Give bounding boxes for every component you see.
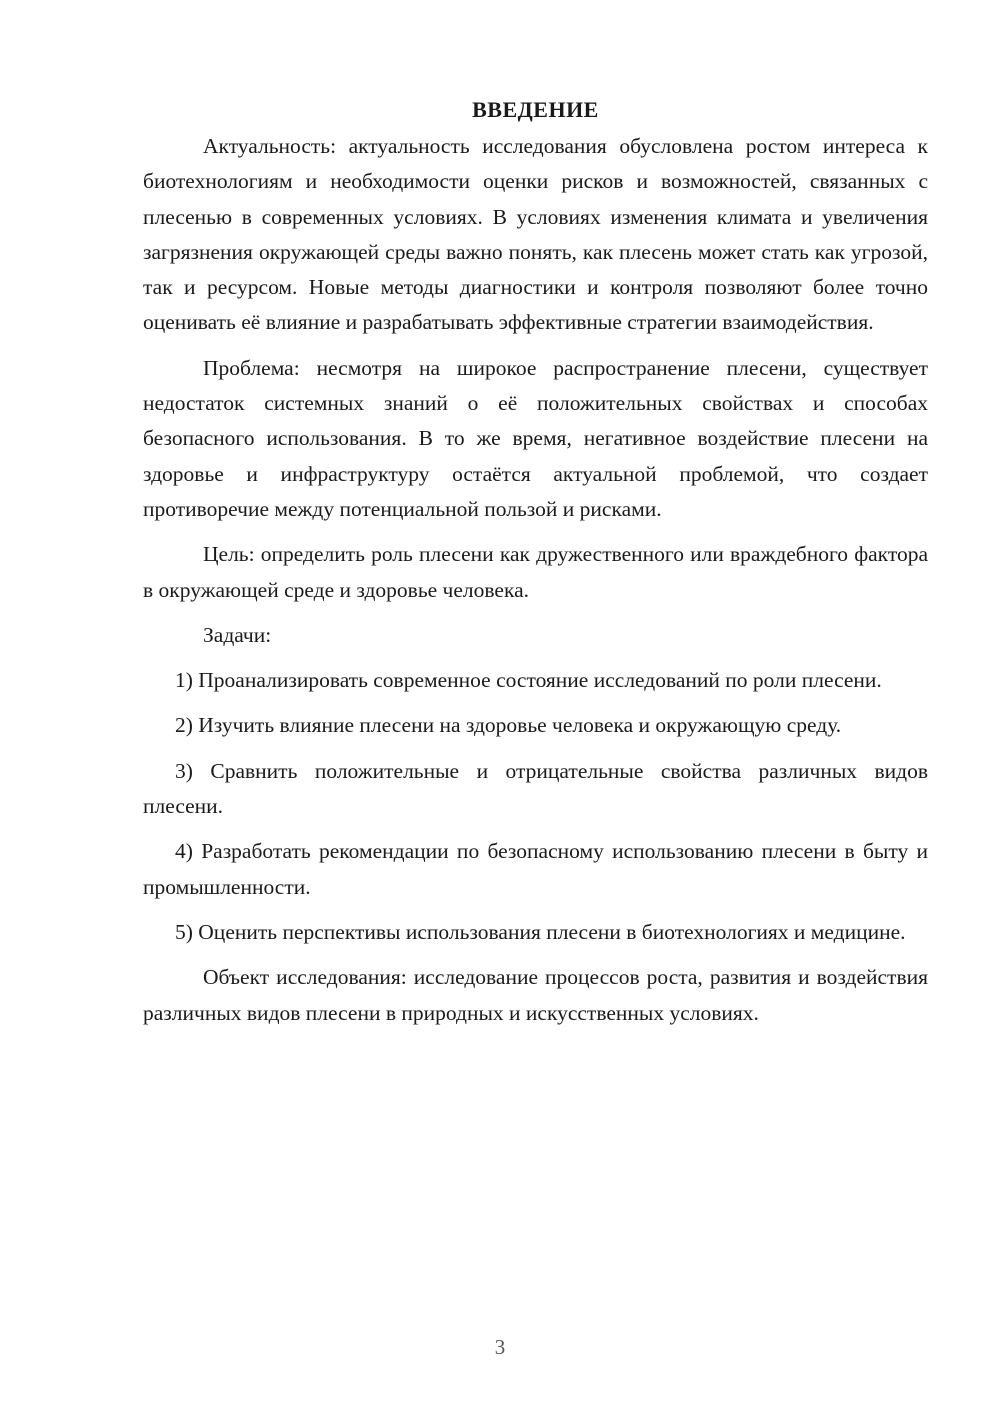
task-item-2: 2) Изучить влияние плесени на здоровье человека и окружающую среду. bbox=[175, 713, 842, 738]
task-item-4: 4) Разработать рекомендации по безопасному использованию плесени в быту и промышленности. bbox=[143, 839, 928, 899]
page-number: 3 bbox=[494, 1335, 506, 1359]
goal-paragraph: Цель: определить роль плесени как дружественного или враждебного фактора в окружающей среде и здоровье человека. bbox=[143, 542, 928, 602]
section-title: ВВЕДЕНИЕ bbox=[472, 97, 599, 122]
problem-paragraph: Проблема: несмотря на широкое распространение плесени, существует недостаток системных знаний о её положительных свойствах и способах безопасного использования. В то же время, негативное воздействие плесени на здоровье и инфраструктуру остаётся актуальной проблемой, что создает противоречие между потенциальной пользой и рисками. bbox=[143, 355, 928, 521]
document-page bbox=[143, 92, 928, 1041]
tasks-heading: Задачи: bbox=[203, 622, 272, 647]
task-item-1: 1) Проанализировать современное состояние исследований по роли плесени. bbox=[175, 668, 882, 693]
relevance-paragraph: Актуальность: актуальность исследования обусловлена ростом интереса к биотехнологиям и необходимости оценки рисков и возможностей, связанных с плесенью в современных условиях. В условиях изменения климата и увеличения загрязнения окружающей среды важно понять, как плесень может стать как угрозой, так и ресурсом. Новые методы диагностики и контроля позволяют более точно оценивать её влияние и разрабатывать эффективные стратегии взаимодействия. bbox=[143, 134, 928, 335]
task-item-5: 5) Оценить перспективы использования плесени в биотехнологиях и медицине. bbox=[175, 919, 906, 944]
task-item-3: 3) Сравнить положительные и отрицательные свойства различных видов плесени. bbox=[143, 758, 928, 819]
object-paragraph: Объект исследования: исследование процессов роста, развития и воздействия различных видов плесени в природных и искусственных условиях. bbox=[143, 965, 928, 1025]
